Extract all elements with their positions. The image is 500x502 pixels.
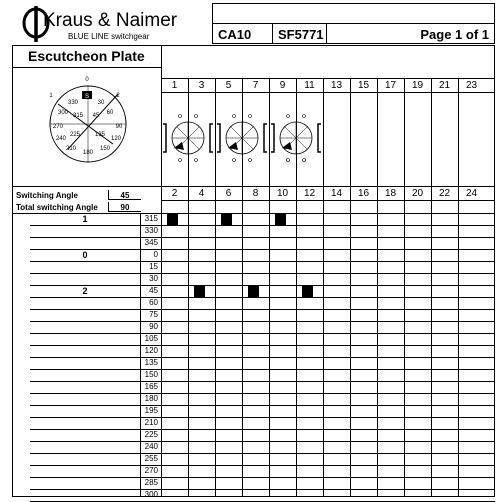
model-number: CA10	[218, 27, 252, 42]
knob-label: S	[84, 94, 90, 100]
contact-closed-mark	[248, 286, 259, 297]
angle-row-180: 180	[144, 394, 158, 403]
svg-text:210: 210	[65, 146, 77, 152]
terminal-top-17: 17	[384, 80, 397, 91]
terminal-top-11: 11	[304, 80, 315, 91]
terminal-bottom-10: 10	[276, 188, 289, 199]
escutcheon-dial	[38, 74, 138, 174]
svg-text:45: 45	[92, 113, 100, 119]
angle-row-165: 165	[144, 382, 158, 391]
switch-code: SF5771	[278, 27, 324, 42]
angle-row-90: 90	[149, 322, 158, 331]
svg-text:180: 180	[82, 150, 94, 156]
svg-text:120: 120	[110, 136, 122, 142]
angle-row-195: 195	[144, 406, 158, 415]
total-switching-angle-value: 90	[120, 203, 130, 212]
angle-row-270: 270	[144, 466, 158, 475]
svg-text:270: 270	[52, 124, 64, 130]
svg-text:315: 315	[72, 113, 84, 119]
page-number: Page 1 of 1	[420, 27, 489, 42]
terminal-top-21: 21	[438, 80, 451, 91]
angle-row-75: 75	[149, 310, 158, 319]
terminal-bottom-14: 14	[330, 188, 343, 199]
terminal-bottom-22: 22	[438, 188, 451, 199]
terminal-top-13: 13	[330, 80, 343, 91]
svg-text:300: 300	[57, 110, 69, 116]
angle-row-255: 255	[144, 454, 158, 463]
angle-row-210: 210	[144, 418, 158, 427]
terminal-top-15: 15	[357, 80, 370, 91]
switch-position-2: 2	[82, 286, 88, 296]
terminal-bottom-20: 20	[411, 188, 424, 199]
angle-row-240: 240	[144, 442, 158, 451]
svg-text:150: 150	[99, 146, 111, 152]
contact-closed-mark	[221, 214, 232, 225]
dial-position-1: 1	[49, 93, 53, 99]
angle-row-285: 285	[144, 478, 158, 487]
total-switching-angle-label: Total switching Angle	[16, 203, 98, 212]
terminal-bottom-4: 4	[198, 188, 205, 199]
svg-text:225: 225	[69, 132, 81, 138]
contact-closed-mark	[194, 286, 205, 297]
angle-row-30: 30	[149, 274, 158, 283]
terminal-top-1: 1	[171, 80, 178, 91]
switch-position-1: 1	[82, 214, 88, 224]
terminal-top-19: 19	[411, 80, 424, 91]
angle-row-0: 0	[153, 250, 158, 259]
brand-tagline: BLUE LINE switchgear	[68, 32, 150, 41]
terminal-bottom-18: 18	[384, 188, 397, 199]
switch-position-0: 0	[82, 250, 88, 260]
svg-text:60: 60	[106, 110, 114, 116]
angle-row-300: 300	[144, 490, 158, 499]
angle-row-330: 330	[144, 226, 158, 235]
terminal-top-5: 5	[225, 80, 232, 91]
switching-angle-value: 45	[120, 191, 130, 200]
terminal-bottom-16: 16	[357, 188, 370, 199]
brand-name: Kraus & Naimer	[43, 10, 178, 31]
contact-closed-mark	[302, 286, 313, 297]
terminal-bottom-2: 2	[171, 188, 178, 199]
angle-row-105: 105	[144, 334, 158, 343]
escutcheon-title: Escutcheon Plate	[28, 48, 145, 64]
angle-row-315: 315	[144, 214, 158, 223]
contact-diagram	[161, 93, 321, 185]
switching-angle-label: Switching Angle	[16, 191, 78, 200]
svg-text:135: 135	[94, 132, 106, 138]
terminal-bottom-6: 6	[225, 188, 232, 199]
terminal-top-9: 9	[279, 80, 286, 91]
terminal-bottom-8: 8	[252, 188, 259, 199]
angle-row-45: 45	[149, 286, 158, 295]
contact-closed-mark	[275, 214, 286, 225]
svg-text:240: 240	[55, 136, 67, 142]
angle-row-120: 120	[144, 346, 158, 355]
angle-row-60: 60	[149, 298, 158, 307]
contact-closed-mark	[167, 214, 178, 225]
terminal-bottom-12: 12	[303, 188, 316, 199]
terminal-top-23: 23	[465, 80, 478, 91]
svg-text:330: 330	[67, 100, 79, 106]
angle-row-150: 150	[144, 370, 158, 379]
angle-row-15: 15	[149, 262, 158, 271]
terminal-bottom-24: 24	[465, 188, 478, 199]
terminal-top-7: 7	[252, 80, 259, 91]
dial-position-2: 2	[116, 93, 120, 99]
angle-row-345: 345	[144, 238, 158, 247]
angle-row-225: 225	[144, 430, 158, 439]
angle-row-135: 135	[144, 358, 158, 367]
terminal-top-3: 3	[198, 80, 205, 91]
svg-text:90: 90	[115, 124, 123, 130]
dial-position-0: 0	[85, 77, 89, 83]
svg-text:30: 30	[97, 100, 105, 106]
